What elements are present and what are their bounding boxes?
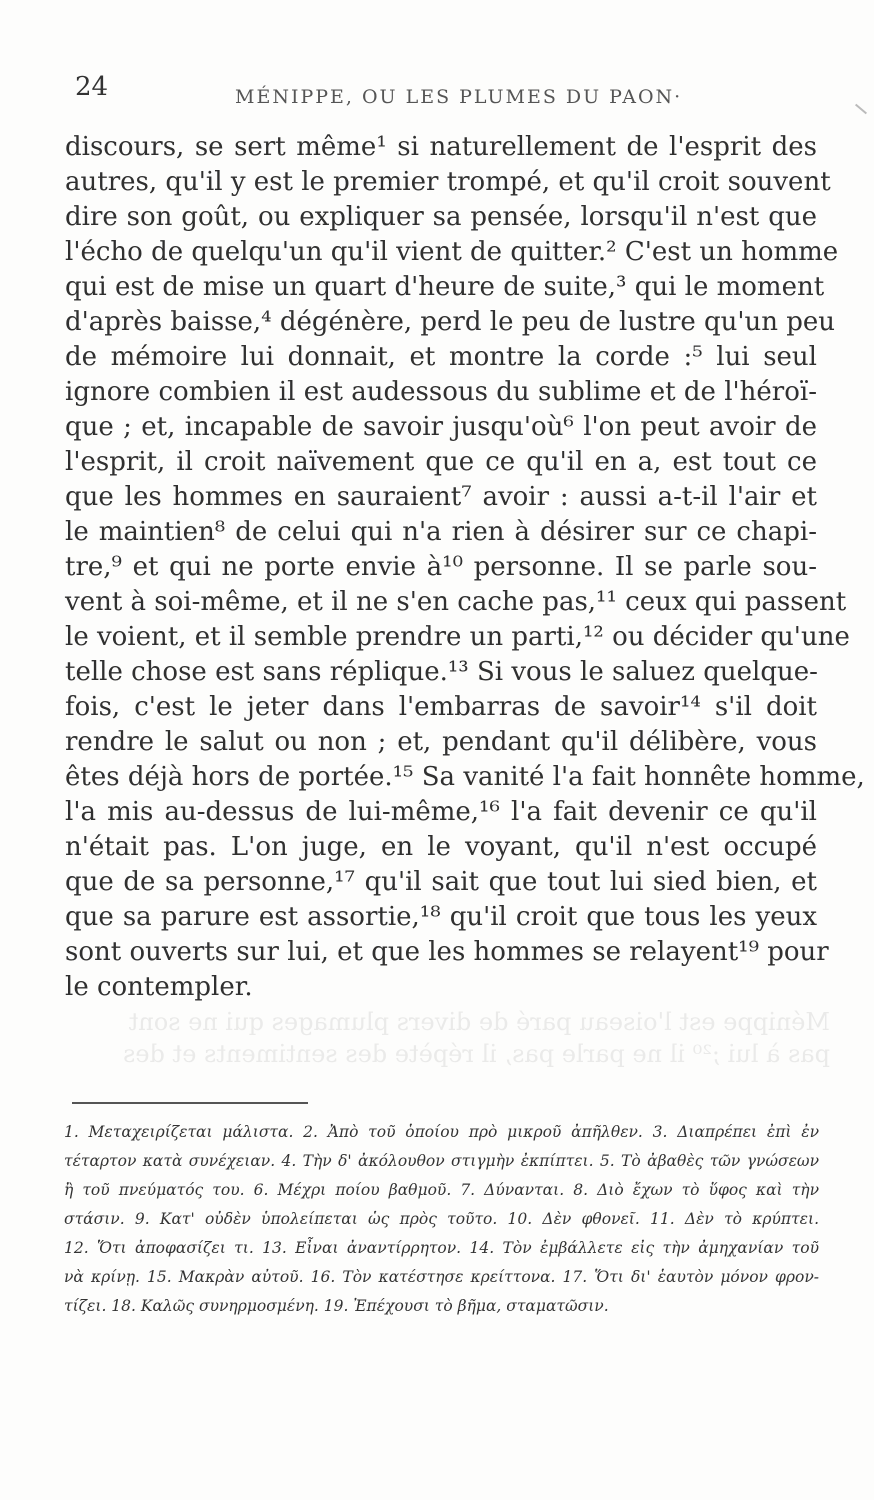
text-line: ignore combien il est audessous du sublime et de l'héroï- [65,377,817,407]
text-line: que sa parure est assortie,¹⁸ qu'il croit que tous les yeux [65,902,817,932]
text-line: discours, se sert même¹ si naturellement de l'esprit des [65,132,817,162]
text-line: n'était pas. L'on juge, en le voyant, qu'il n'est occupé [65,832,817,862]
text-line: de mémoire lui donnait, et montre la corde :⁵ lui seul [65,342,817,372]
footnote-line: στάσιν. 9. Κατ' οὐδὲν ὑπολείπεται ὡς πρὸς τοῦτο. 10. Δὲν φθονεῖ. 11. Δὲν τὸ κρύπτει. [64,1210,819,1228]
text-line: d'après baisse,⁴ dégénère, perd le peu de lustre qu'un peu [65,307,836,337]
footnotes [64,1118,819,1321]
text-line: rendre le salut ou non ; et, pendant qu'il délibère, vous [65,727,817,757]
text-line: le maintien⁸ de celui qui n'a rien à désirer sur ce chapi- [65,517,817,547]
text-line: dire son goût, ou expliquer sa pensée, lorsqu'il n'est que [65,202,817,232]
footnote-rule [72,1102,308,1104]
footnote-line: 12. Ὅτι ἀποφασίζει τι. 13. Εἶναι ἀναντίρρητον. 14. Τὸν ἐμβάλλετε εἰς τὴν ἀμηχανίαν τοῦ [64,1239,819,1257]
text-line: le voient, et il semble prendre un parti,¹² ou décider qu'une [65,622,850,652]
running-head: MÉNIPPE, OU LES PLUMES DU PAON· [235,86,683,108]
page-edge-mark [855,104,867,115]
text-line: que ; et, incapable de savoir jusqu'où⁶ l'on peut avoir de [65,412,817,442]
text-line: telle chose est sans réplique.¹³ Si vous le saluez quelque- [65,657,818,687]
footnote-line: τέταρτον κατὰ συνέχειαν. 4. Τὴν δ' ἀκόλουθον στιγμὴν ἐκπίπτει. 5. Τὸ ἀβαθὲς τῶν γνώσεων [64,1152,819,1170]
text-line: tre,⁹ et qui ne porte envie à¹⁰ personne. Il se parle sou- [65,552,817,582]
text-line: l'esprit, il croit naïvement que ce qu'il en a, est tout ce [65,447,817,477]
footnote-line: 1. Μεταχειρίζεται μάλιστα. 2. Ἀπὸ τοῦ ὁποίου πρὸ μικροῦ ἀπῆλθεν. 3. Διαπρέπει ἐπὶ ἐν [64,1123,819,1141]
text-line: autres, qu'il y est le premier trompé, et qu'il croit souvent [65,167,831,197]
text-line: que de sa personne,¹⁷ qu'il sait que tout lui sied bien, et [65,867,817,897]
text-line: l'écho de quelqu'un qu'il vient de quitter.² C'est un homme [65,237,839,267]
page-number: 24 [75,72,109,102]
body-text [65,130,865,1005]
footnote-line: τίζει. 18. Καλῶς συνηρμοσμένη. 19. Ἐπέχουσι τὸ βῆμα, σταματῶσιν. [64,1297,609,1315]
footnote-line: νὰ κρίνῃ. 15. Μακρὰν αὐτοῦ. 16. Τὸν κατέστησε κρείττονα. 17. Ὅτι δι' ἑαυτὸν μόνον φρον- [64,1268,819,1286]
text-line: qui est de mise un quart d'heure de suite,³ qui le moment [65,272,825,302]
text-line: que les hommes en sauraient⁷ avoir : aussi a-t-il l'air et [65,482,817,512]
text-line: l'a mis au-dessus de lui-même,¹⁶ l'a fait devenir ce qu'il [65,797,817,827]
text-line: sont ouverts sur lui, et que les hommes se relayent¹⁹ pour [65,937,829,967]
footnote-line: ἢ τοῦ πνεύματός του. 6. Μέχρι ποίου βαθμοῦ. 7. Δύνανται. 8. Διὸ ἔχων τὸ ὕφος καὶ τὴν [64,1181,819,1199]
bleed-through-line: pas à lui ;²⁰ il ne parle pas, il répète des sentiments et des [123,1040,830,1068]
text-line: fois, c'est le jeter dans l'embarras de savoir¹⁴ s'il doit [65,692,817,722]
text-line: êtes déjà hors de portée.¹⁵ Sa vanité l'a fait honnête homme, [65,762,865,792]
text-line: le contempler. [65,972,253,1002]
page-header [75,72,795,108]
text-line: vent à soi-même, et il ne s'en cache pas,¹¹ ceux qui passent [65,587,847,617]
bleed-through-line: Ménippe est l'oiseau paré de divers plumages qui ne sont [128,1008,830,1036]
